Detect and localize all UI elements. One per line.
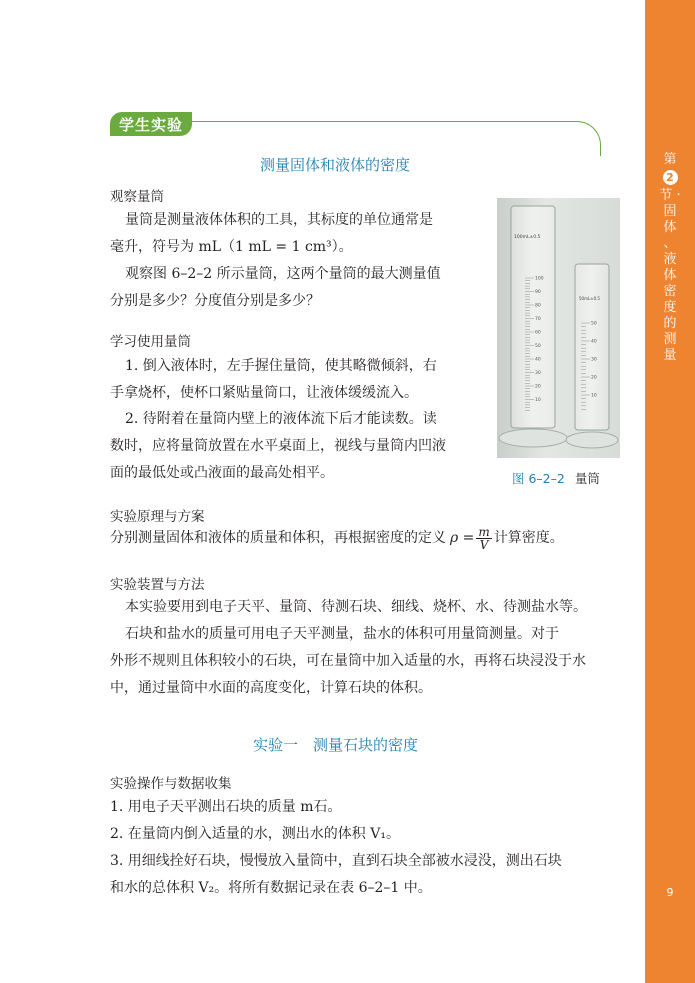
small-cylinder-scale-label: 10 [591,393,597,399]
paragraph-line: 1. 用电子天平测出石块的质量 m石。 [110,799,342,815]
graduated-cylinders-illustration [497,198,620,458]
large-cylinder-label: 100mL±0.5 [514,235,541,240]
chapter-number-badge: 2 [663,170,678,185]
large-cylinder-scale-label: 70 [535,317,541,322]
chapter-suffix: 节 · [659,188,681,203]
small-cylinder-scale-label: 50 [591,321,597,327]
heading-operations: 实验操作与数据收集 [110,776,232,792]
small-cylinder-scale-label: 40 [591,339,597,345]
paragraph-line: 数时，应将量筒放置在水平桌面上，视线与量筒内凹液 [110,438,446,454]
page-number: 9 [666,886,674,899]
chapter-sidebar [645,0,695,983]
large-cylinder-scale-label: 80 [535,303,541,309]
paragraph-line: 毫升，符号为 mL（1 mL = 1 cm³）。 [110,239,353,255]
paragraph-line: 外形不规则且体积较小的石块，可在量筒中加入适量的水，再将石块浸没于水 [110,653,586,669]
fraction-denominator: V [479,538,489,552]
chapter-title-char: 液 [663,252,677,267]
large-cylinder-scale-label: 100 [535,276,544,282]
graduated-cylinder-photo [497,198,620,458]
small-cylinder-scale-label: 30 [591,357,597,363]
density-symbol: ρ = [450,530,475,546]
paragraph-line: 本实验要用到电子天平、量筒、待测石块、细线、烧杯、水、待测盐水等。 [125,599,587,615]
chapter-prefix: 第 [663,152,677,167]
section-badge: 学生实验 [110,112,192,136]
paragraph-line: 2. 在量筒内倒入适量的水，测出水的体积 V₁。 [110,826,400,842]
paragraph-line: 和水的总体积 V₂。将所有数据记录在表 6–2–1 中。 [110,880,432,896]
chapter-title-char: 度 [663,300,677,315]
principle-line [110,525,564,552]
chapter-title-char: 固 [663,204,677,219]
paragraph-line: 分别是多少？分度值分别是多少？ [110,293,320,309]
paragraph-line: 面的最低处或凸液面的最高处相平。 [110,465,334,481]
principle-text-a: 分别测量固体和液体的质量和体积，再根据密度的定义 [110,530,446,546]
paragraph-line: 量筒是测量液体体积的工具，其标度的单位通常是 [125,212,433,228]
figure-label: 图 6–2–2 [512,471,565,486]
paragraph-line: 2. 待附着在量筒内壁上的液体流下后才能读数。读 [125,411,437,427]
figure-caption-text: 量筒 [574,471,600,486]
experiment-title: 实验一 测量石块的密度 [253,736,419,754]
large-cylinder-scale-label: 20 [535,384,541,390]
paragraph-line: 手拿烧杯，使杯口紧贴量筒口，让液体缓缓流入。 [110,385,418,401]
small-cylinder-label: 50mL±0.5 [579,296,600,301]
heading-observe: 观察量筒 [110,189,164,205]
paragraph-line: 观察图 6–2–2 所示量筒，这两个量筒的最大测量值 [125,266,441,282]
principle-text-b: 计算密度。 [493,530,564,546]
chapter-title-char: 体 [663,220,677,235]
figure-caption [512,469,600,487]
heading-use-cylinder: 学习使用量筒 [110,334,191,350]
chapter-title-char: 密 [663,284,677,299]
large-cylinder-scale-label: 90 [535,290,541,295]
heading-apparatus: 实验装置与方法 [110,577,205,593]
chapter-title-char: 测 [663,332,677,347]
chapter-title-char: 量 [663,348,677,363]
chapter-title-char: 的 [663,316,677,331]
paragraph-line: 石块和盐水的质量可用电子天平测量，盐水的体积可用量筒测量。对于 [125,626,559,642]
page-title: 测量固体和液体的密度 [260,156,411,174]
section-divider-line [192,121,601,156]
fraction-numerator: m [478,525,490,539]
chapter-title-char: 体 [663,268,677,283]
paragraph-line: 3. 用细线拴好石块，慢慢放入量筒中，直到石块全部被水浸没，测出石块 [110,853,562,869]
large-cylinder-scale-label: 30 [535,371,541,376]
heading-principle: 实验原理与方案 [110,509,205,525]
small-cylinder-scale-label: 20 [591,375,597,381]
chapter-title-char: 、 [663,236,677,251]
density-fraction [476,526,491,551]
large-cylinder-scale-label: 60 [535,330,541,336]
chapter-label [645,152,695,364]
paragraph-line: 中，通过量筒中水面的高度变化，计算石块的体积。 [110,680,432,696]
paragraph-line: 1. 倒入液体时，左手握住量筒，使其略微倾斜，右 [125,358,437,374]
large-cylinder-scale-label: 50 [535,344,541,349]
large-cylinder-scale-label: 40 [535,357,541,363]
large-cylinder-scale-label: 10 [535,398,541,403]
